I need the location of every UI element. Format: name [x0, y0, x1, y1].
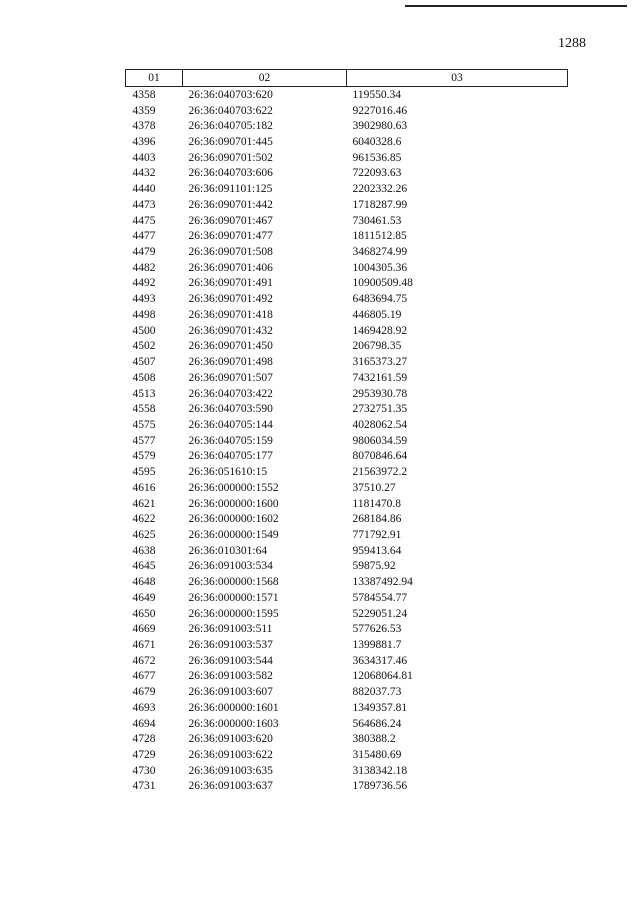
table-row [126, 244, 568, 260]
table-row [126, 763, 568, 779]
value-cell: 1399881.7 [352, 639, 402, 652]
cadastral-number-cell: 26:36:000000:1600 [188, 497, 279, 510]
row-id-cell: 4558 [132, 403, 156, 416]
cadastral-number-cell: 26:36:040703:606 [188, 167, 273, 180]
table-row [126, 166, 568, 182]
row-id-cell: 4396 [132, 136, 156, 149]
row-id-cell: 4502 [132, 340, 156, 353]
value-cell: 37510.27 [352, 481, 396, 494]
table-row [126, 464, 568, 480]
table-row [126, 307, 568, 323]
row-id-cell: 4731 [132, 780, 156, 793]
value-cell: 961536.85 [352, 151, 402, 164]
value-cell: 3165373.27 [352, 356, 408, 369]
cadastral-number-cell: 26:36:091003:537 [188, 639, 273, 652]
row-id-cell: 4595 [132, 466, 156, 479]
cadastral-number-cell: 26:36:090701:508 [188, 246, 273, 259]
cadastral-number-cell: 26:36:091003:607 [188, 686, 273, 699]
value-cell: 8070846.64 [352, 450, 408, 463]
row-id-cell: 4513 [132, 387, 156, 400]
cadastral-number-cell: 26:36:090701:491 [188, 277, 273, 290]
cadastral-number-cell: 26:36:000000:1571 [188, 591, 279, 604]
table-row [126, 103, 568, 119]
cadastral-number-cell: 26:36:091003:620 [188, 733, 273, 746]
value-cell: 5784554.77 [352, 591, 408, 604]
table-row [126, 527, 568, 543]
cadastral-number-cell: 26:36:040703:622 [188, 104, 273, 117]
cadastral-number-cell: 26:36:000000:1601 [188, 701, 279, 714]
value-cell: 119550.34 [352, 88, 401, 101]
table-row [126, 260, 568, 276]
cadastral-number-cell: 26:36:090701:406 [188, 261, 273, 274]
value-cell: 1469428.92 [352, 324, 408, 337]
table-row [126, 87, 568, 103]
table-row [126, 449, 568, 465]
row-id-cell: 4679 [132, 686, 156, 699]
cadastral-number-cell: 26:36:090701:492 [188, 293, 273, 306]
table-row [126, 401, 568, 417]
value-cell: 21563972.2 [352, 466, 408, 479]
cadastral-number-cell: 26:36:000000:1603 [188, 717, 279, 730]
value-cell: 12068064.81 [352, 670, 413, 683]
cadastral-number-cell: 26:36:000000:1602 [188, 513, 279, 526]
row-id-cell: 4498 [132, 308, 156, 321]
row-id-cell: 4622 [132, 513, 156, 526]
cadastral-number-cell: 26:36:040705:159 [188, 434, 273, 447]
value-cell: 1718287.99 [352, 198, 408, 211]
table-row [126, 181, 568, 197]
value-cell: 577626.53 [352, 623, 402, 636]
table-row [126, 291, 568, 307]
table-row [126, 543, 568, 559]
value-cell: 1789736.56 [352, 780, 408, 793]
row-id-cell: 4475 [132, 214, 156, 227]
value-cell: 268184.86 [352, 513, 402, 526]
value-cell: 10900509.48 [352, 277, 413, 290]
cadastral-number-cell: 26:36:091003:511 [188, 623, 273, 636]
row-id-cell: 4479 [132, 246, 156, 259]
value-cell: 9227016.46 [352, 104, 408, 117]
cadastral-number-cell: 26:36:090701:432 [188, 324, 273, 337]
value-cell: 5229051.24 [352, 607, 408, 620]
row-id-cell: 4648 [132, 576, 156, 589]
cadastral-number-cell: 26:36:090701:477 [188, 230, 273, 243]
value-cell: 206798.35 [352, 340, 402, 353]
row-id-cell: 4694 [132, 717, 156, 730]
row-id-cell: 4477 [132, 230, 156, 243]
row-id-cell: 4638 [132, 544, 156, 557]
table-row [126, 590, 568, 606]
row-id-cell: 4728 [132, 733, 156, 746]
row-id-cell: 4577 [132, 434, 156, 447]
table-row [126, 653, 568, 669]
cadastral-number-cell: 26:36:090701:467 [188, 214, 273, 227]
value-cell: 7432161.59 [352, 371, 408, 384]
header-col-03: 03 [347, 70, 568, 87]
value-cell: 1181470.8 [352, 497, 401, 510]
table-row [126, 228, 568, 244]
cadastral-number-cell: 26:36:091003:582 [188, 670, 273, 683]
value-cell: 2953930.78 [352, 387, 408, 400]
cadastral-number-cell: 26:36:090701:502 [188, 151, 273, 164]
table-row [126, 197, 568, 213]
table-row [126, 559, 568, 575]
cadastral-number-cell: 26:36:040703:620 [188, 88, 273, 101]
table-row [126, 480, 568, 496]
row-id-cell: 4493 [132, 293, 156, 306]
row-id-cell: 4671 [132, 639, 156, 652]
value-cell: 2202332.26 [352, 183, 408, 196]
table-row [126, 606, 568, 622]
table-row [126, 386, 568, 402]
table-row [126, 511, 568, 527]
row-id-cell: 4625 [132, 528, 156, 541]
value-cell: 959413.64 [352, 544, 402, 557]
table-body [126, 87, 568, 795]
table-row [126, 417, 568, 433]
row-id-cell: 4378 [132, 120, 156, 133]
cadastral-number-cell: 26:36:091003:544 [188, 654, 273, 667]
data-table-container [125, 69, 568, 794]
row-id-cell: 4616 [132, 481, 156, 494]
table-row [126, 716, 568, 732]
page-number: 1288 [558, 36, 586, 51]
table-row [126, 637, 568, 653]
row-id-cell: 4672 [132, 654, 156, 667]
table-row [126, 150, 568, 166]
value-cell: 1004305.36 [352, 261, 408, 274]
value-cell: 59875.92 [352, 560, 396, 573]
table-row [126, 669, 568, 685]
cadastral-number-cell: 26:36:000000:1552 [188, 481, 279, 494]
row-id-cell: 4492 [132, 277, 156, 290]
row-id-cell: 4508 [132, 371, 156, 384]
cadastral-number-cell: 26:36:051610:15 [188, 466, 268, 479]
cadastral-number-cell: 26:36:091003:534 [188, 560, 273, 573]
cadastral-number-cell: 26:36:000000:1568 [188, 576, 279, 589]
cadastral-number-cell: 26:36:040703:590 [188, 403, 273, 416]
row-id-cell: 4473 [132, 198, 156, 211]
row-id-cell: 4440 [132, 183, 156, 196]
table-row [126, 496, 568, 512]
row-id-cell: 4621 [132, 497, 156, 510]
cadastral-number-cell: 26:36:090701:450 [188, 340, 273, 353]
table-row [126, 354, 568, 370]
value-cell: 771792.91 [352, 528, 402, 541]
cadastral-number-cell: 26:36:090701:507 [188, 371, 273, 384]
value-cell: 4028062.54 [352, 418, 408, 431]
value-cell: 315480.69 [352, 749, 402, 762]
header-col-02: 02 [183, 70, 347, 87]
header-col-01: 01 [126, 70, 183, 87]
row-id-cell: 4500 [132, 324, 156, 337]
value-cell: 882037.73 [352, 686, 402, 699]
table-row [126, 213, 568, 229]
cadastral-number-cell: 26:36:091003:622 [188, 749, 273, 762]
table-row [126, 433, 568, 449]
row-id-cell: 4432 [132, 167, 156, 180]
row-id-cell: 4650 [132, 607, 156, 620]
cadastral-number-cell: 26:36:090701:442 [188, 198, 273, 211]
row-id-cell: 4403 [132, 151, 156, 164]
cadastral-number-cell: 26:36:000000:1549 [188, 528, 279, 541]
table-row [126, 339, 568, 355]
row-id-cell: 4358 [132, 88, 156, 101]
cadastral-number-cell: 26:36:090701:418 [188, 308, 273, 321]
value-cell: 3634317.46 [352, 654, 408, 667]
cadastral-number-cell: 26:36:040705:182 [188, 120, 273, 133]
row-id-cell: 4579 [132, 450, 156, 463]
table-row [126, 118, 568, 134]
value-cell: 730461.53 [352, 214, 402, 227]
value-cell: 13387492.94 [352, 576, 413, 589]
row-id-cell: 4730 [132, 764, 156, 777]
value-cell: 564686.24 [352, 717, 402, 730]
table-row [126, 323, 568, 339]
table-row [126, 574, 568, 590]
value-cell: 6040328.6 [352, 136, 402, 149]
table-row [126, 731, 568, 747]
row-id-cell: 4669 [132, 623, 156, 636]
cadastral-number-cell: 26:36:090701:498 [188, 356, 273, 369]
header-row [126, 70, 568, 87]
row-id-cell: 4482 [132, 261, 156, 274]
cadastral-number-cell: 26:36:040703:422 [188, 387, 273, 400]
cadastral-number-cell: 26:36:040705:144 [188, 418, 273, 431]
table-header [126, 70, 568, 87]
value-cell: 2732751.35 [352, 403, 408, 416]
row-id-cell: 4507 [132, 356, 156, 369]
cadastral-number-cell: 26:36:091101:125 [188, 183, 273, 196]
value-cell: 446805.19 [352, 308, 402, 321]
top-rule [405, 5, 627, 7]
value-cell: 722093.63 [352, 167, 402, 180]
table-row [126, 747, 568, 763]
cadastral-number-cell: 26:36:090701:445 [188, 136, 273, 149]
row-id-cell: 4649 [132, 591, 156, 604]
cadastral-number-cell: 26:36:000000:1595 [188, 607, 279, 620]
data-table [125, 69, 568, 794]
row-id-cell: 4645 [132, 560, 156, 573]
row-id-cell: 4575 [132, 418, 156, 431]
table-row [126, 370, 568, 386]
table-row [126, 276, 568, 292]
value-cell: 3902980.63 [352, 120, 408, 133]
value-cell: 9806034.59 [352, 434, 408, 447]
value-cell: 3138342.18 [352, 764, 408, 777]
cadastral-number-cell: 26:36:040705:177 [188, 450, 273, 463]
table-row [126, 779, 568, 795]
value-cell: 3468274.99 [352, 246, 408, 259]
cadastral-number-cell: 26:36:091003:635 [188, 764, 273, 777]
table-row [126, 684, 568, 700]
row-id-cell: 4729 [132, 749, 156, 762]
row-id-cell: 4677 [132, 670, 156, 683]
table-row [126, 700, 568, 716]
cadastral-number-cell: 26:36:091003:637 [188, 780, 273, 793]
value-cell: 1349357.81 [352, 701, 408, 714]
value-cell: 1811512.85 [352, 230, 407, 243]
value-cell: 380388.2 [352, 733, 396, 746]
cadastral-number-cell: 26:36:010301:64 [188, 544, 268, 557]
value-cell: 6483694.75 [352, 293, 408, 306]
row-id-cell: 4693 [132, 701, 156, 714]
row-id-cell: 4359 [132, 104, 156, 117]
table-row [126, 134, 568, 150]
table-row [126, 621, 568, 637]
